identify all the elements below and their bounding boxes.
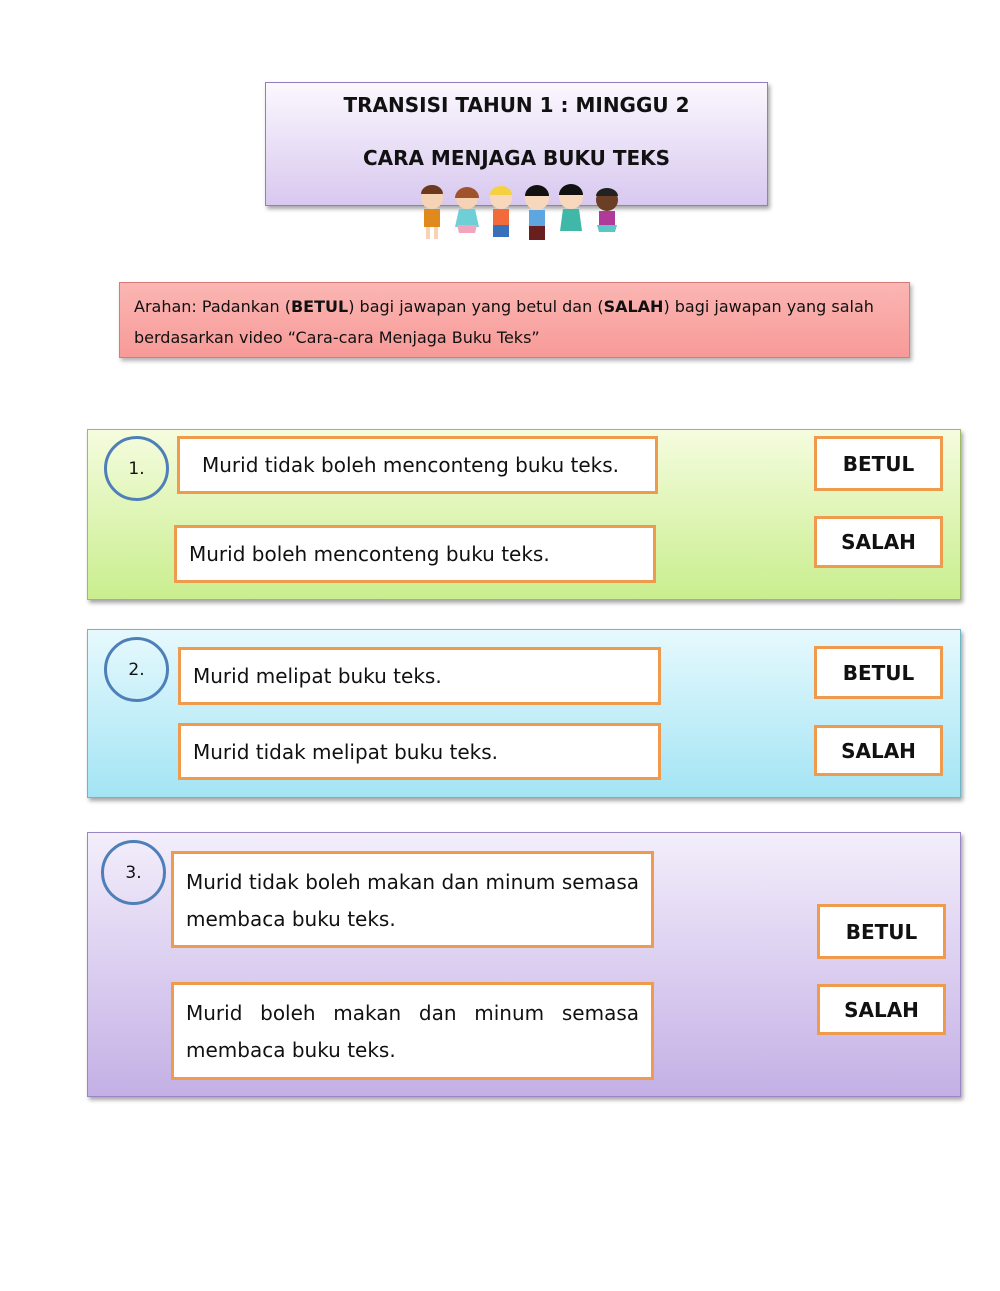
answer-betul[interactable]: BETUL <box>817 904 946 959</box>
answer-salah[interactable]: SALAH <box>814 516 943 568</box>
statement-card[interactable]: Murid boleh makan dan minum semasa membaca buku teks. <box>171 982 654 1080</box>
instruction-box <box>119 282 910 358</box>
instruction-betul: BETUL <box>290 297 349 316</box>
instruction-text: Arahan: Padankan ( <box>134 297 291 316</box>
title-line-2: CARA MENJAGA BUKU TEKS <box>362 146 671 170</box>
answer-salah[interactable]: SALAH <box>817 984 946 1035</box>
instruction-text: ) bagi jawapan yang betul dan ( <box>348 297 604 316</box>
answer-salah[interactable]: SALAH <box>814 725 943 776</box>
statement-card[interactable]: Murid tidak melipat buku teks. <box>178 723 661 780</box>
question-number: 1. <box>104 436 169 501</box>
instruction-salah: SALAH <box>603 297 664 316</box>
title-line-1: TRANSISI TAHUN 1 : MINGGU 2 <box>343 93 690 117</box>
statement-card[interactable]: Murid tidak boleh makan dan minum semasa membaca buku teks. <box>171 851 654 948</box>
answer-betul[interactable]: BETUL <box>814 646 943 699</box>
children-illustration <box>415 180 635 248</box>
answer-betul[interactable]: BETUL <box>814 436 943 491</box>
instruction-text: ) bagi jawapan yang salah berdasarkan video “Cara-cara Menjaga Buku Teks” <box>134 297 874 347</box>
statement-card[interactable]: Murid boleh menconteng buku teks. <box>174 525 656 583</box>
question-number: 3. <box>101 840 166 905</box>
kid-icon <box>421 184 618 240</box>
question-number: 2. <box>104 637 169 702</box>
statement-card[interactable]: Murid melipat buku teks. <box>178 647 661 705</box>
statement-card[interactable]: Murid tidak boleh menconteng buku teks. <box>177 436 658 494</box>
